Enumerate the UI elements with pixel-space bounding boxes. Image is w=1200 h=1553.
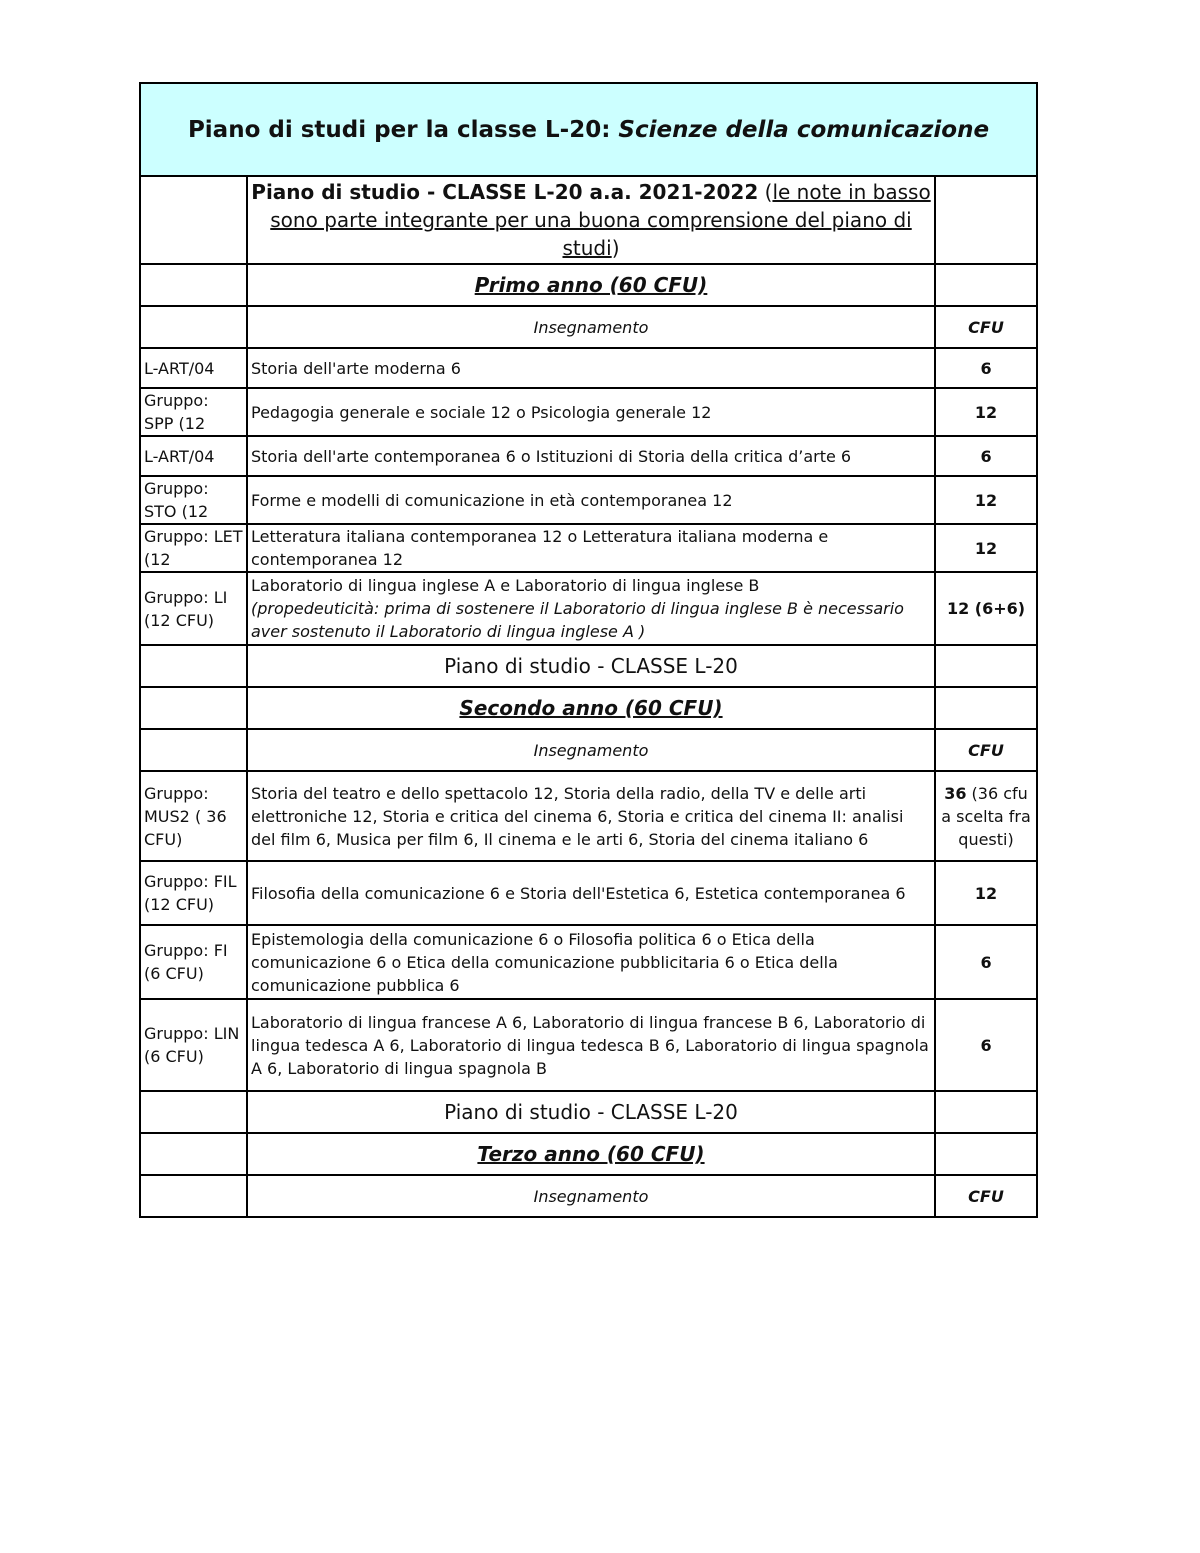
table-row — [140, 925, 1037, 999]
course-code: Gruppo: LI (12 CFU) — [140, 572, 247, 645]
year-row — [140, 264, 1037, 306]
empty-cell — [140, 687, 247, 729]
course-code: Gruppo: LIN (6 CFU) — [140, 999, 247, 1091]
empty-cell — [140, 729, 247, 771]
course-description: Forme e modelli di comunicazione in età contemporanea 12 — [247, 476, 935, 524]
course-description: Filosofia della comunicazione 6 e Storia dell'Estetica 6, Estetica contemporanea 6 — [247, 861, 935, 925]
course-description: Pedagogia generale e sociale 12 o Psicologia generale 12 — [247, 388, 935, 436]
plan-header-note: le note in basso sono parte integrante per una buona comprensione del piano di studi — [270, 180, 931, 260]
course-description: Letteratura italiana contemporanea 12 o Letteratura italiana moderna e contemporanea 12 — [247, 524, 935, 572]
table-row — [140, 436, 1037, 476]
empty-cell — [935, 687, 1037, 729]
course-code: Gruppo: FI (6 CFU) — [140, 925, 247, 999]
column-header-row — [140, 729, 1037, 771]
cfu-value: 6 — [935, 925, 1037, 999]
empty-cell — [935, 1133, 1037, 1175]
course-code: Gruppo: SPP (12 — [140, 388, 247, 436]
cfu-value: 12 — [935, 388, 1037, 436]
course-description: Epistemologia della comunicazione 6 o Filosofia politica 6 o Etica della comunicazione 6 o Etica della comunicazione pubblicitaria 6 o Etica della comunicazione pubblica 6 — [247, 925, 935, 999]
table-row — [140, 771, 1037, 861]
course-code: Gruppo: STO (12 — [140, 476, 247, 524]
empty-cell — [140, 176, 247, 264]
empty-cell — [140, 1175, 247, 1217]
cfu-value: 12 — [935, 861, 1037, 925]
column-header-row — [140, 1175, 1037, 1217]
cfu-value: 12 (6+6) — [935, 572, 1037, 645]
course-code: L-ART/04 — [140, 436, 247, 476]
course-description: Laboratorio di lingua inglese A e Laboratorio di lingua inglese B (propedeuticità: prima di sostenere il Laboratorio di lingua inglese B è necessario aver sostenuto il Laboratorio di lingua inglese A ) — [247, 572, 935, 645]
plan-header — [247, 176, 935, 264]
course-column-header: Insegnamento — [247, 729, 935, 771]
empty-cell — [140, 264, 247, 306]
course-code: L-ART/04 — [140, 348, 247, 388]
cfu-column-header: CFU — [935, 1175, 1037, 1217]
study-plan-table — [139, 82, 1038, 1218]
cfu-value: 12 — [935, 476, 1037, 524]
table-row — [140, 524, 1037, 572]
course-column-header: Insegnamento — [247, 306, 935, 348]
title-italic: Scienze della comunicazione — [618, 116, 990, 143]
cfu-column-header: CFU — [935, 729, 1037, 771]
empty-cell — [140, 306, 247, 348]
year-title: Secondo anno (60 CFU) — [247, 687, 935, 729]
empty-cell — [935, 264, 1037, 306]
page-title — [140, 83, 1037, 176]
year-title: Terzo anno (60 CFU) — [247, 1133, 935, 1175]
section-header-row — [140, 645, 1037, 687]
table-row — [140, 572, 1037, 645]
course-code: Gruppo: LET (12 — [140, 524, 247, 572]
table-row — [140, 348, 1037, 388]
section-title: Piano di studio - CLASSE L-20 — [247, 1091, 935, 1133]
year-row — [140, 1133, 1037, 1175]
course-code: Gruppo: FIL (12 CFU) — [140, 861, 247, 925]
title-main: Piano di studi per la classe L-20: — [187, 116, 619, 143]
course-column-header: Insegnamento — [247, 1175, 935, 1217]
cfu-column-header: CFU — [935, 306, 1037, 348]
course-description: Storia dell'arte contemporanea 6 o Istituzioni di Storia della critica d’arte 6 — [247, 436, 935, 476]
paren-close: ) — [611, 236, 620, 260]
paren-open: ( — [758, 180, 773, 204]
empty-cell — [140, 1133, 247, 1175]
table-row — [140, 388, 1037, 436]
cfu-note: (36 cfu a scelta fra questi) — [941, 783, 1031, 849]
plan-header-row — [140, 176, 1037, 264]
empty-cell — [140, 645, 247, 687]
section-title: Piano di studio - CLASSE L-20 — [247, 645, 935, 687]
table-row — [140, 861, 1037, 925]
title-row — [140, 83, 1037, 176]
plan-header-title: Piano di studio - CLASSE L-20 a.a. 2021-2022 — [251, 180, 759, 204]
empty-cell — [140, 1091, 247, 1133]
table-row — [140, 999, 1037, 1091]
cfu-value: 6 — [935, 436, 1037, 476]
course-description: Storia del teatro e dello spettacolo 12, Storia della radio, della TV e delle arti elettroniche 12, Storia e critica del cinema 6, Storia e critica del cinema II: analisi del film 6, Musica per film 6, Il cinema e le arti 6, Storia del cinema italiano 6 — [247, 771, 935, 861]
column-header-row — [140, 306, 1037, 348]
year-title: Primo anno (60 CFU) — [247, 264, 935, 306]
table-row — [140, 476, 1037, 524]
cfu-value: 12 — [935, 524, 1037, 572]
course-note: (propedeuticità: prima di sostenere il Laboratorio di lingua inglese B è necessario aver sostenuto il Laboratorio di lingua inglese A ) — [251, 599, 904, 641]
course-description: Laboratorio di lingua francese A 6, Laboratorio di lingua francese B 6, Laboratorio di lingua tedesca A 6, Laboratorio di lingua tedesca B 6, Laboratorio di lingua spagnola A 6, Laboratorio di lingua spagnola B — [247, 999, 935, 1091]
cfu-value: 6 — [935, 348, 1037, 388]
section-header-row — [140, 1091, 1037, 1133]
empty-cell — [935, 645, 1037, 687]
course-description: Storia dell'arte moderna 6 — [247, 348, 935, 388]
empty-cell — [935, 1091, 1037, 1133]
empty-cell — [935, 176, 1037, 264]
year-row — [140, 687, 1037, 729]
course-code: Gruppo: MUS2 ( 36 CFU) — [140, 771, 247, 861]
cfu-value: 6 — [935, 999, 1037, 1091]
cfu-value: 36 (36 cfu a scelta fra questi) — [935, 771, 1037, 861]
